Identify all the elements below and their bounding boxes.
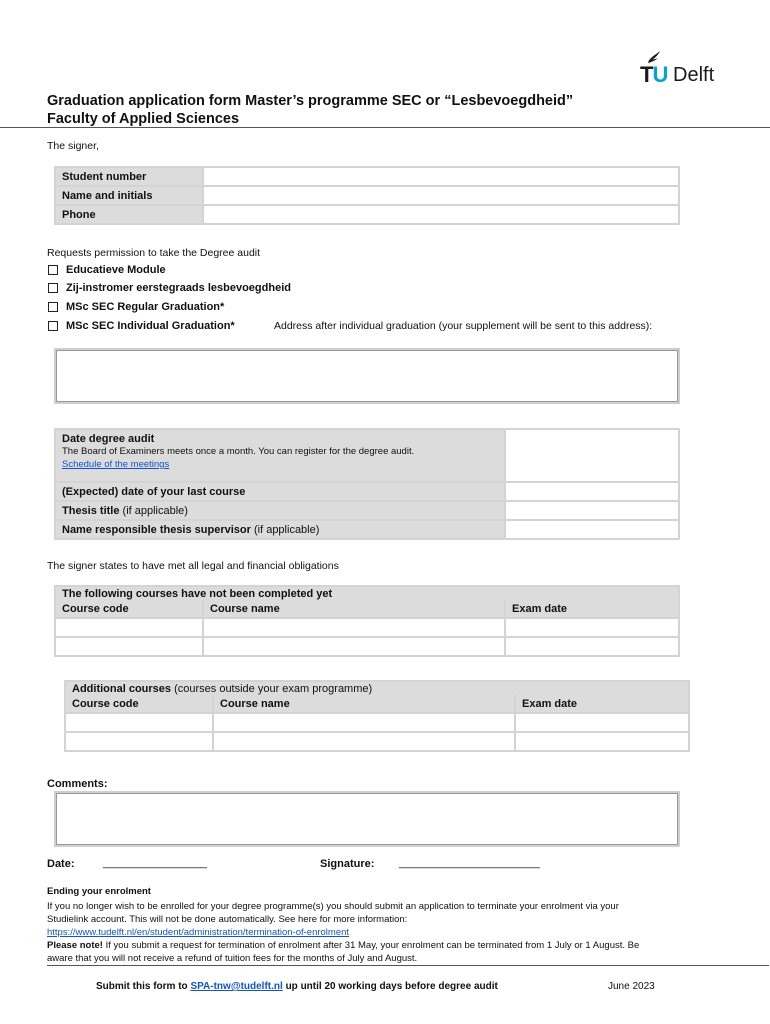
address-field[interactable] <box>54 348 680 404</box>
exam-date-cell[interactable] <box>505 618 679 637</box>
option-zij-instromer[interactable] <box>48 282 291 294</box>
name-initials-field[interactable] <box>203 186 679 205</box>
additional-title-text: Additional courses <box>72 682 172 695</box>
course-name-cell[interactable] <box>203 618 505 637</box>
courses-title: The following courses have not been completed yet <box>55 586 679 600</box>
table-header-row <box>55 600 679 618</box>
course-code-header: Course code <box>55 600 203 618</box>
student-table <box>54 166 680 225</box>
table-row <box>55 429 679 482</box>
table-row <box>55 618 679 637</box>
checkbox[interactable] <box>48 283 58 293</box>
address-note: Address after individual graduation (your supplement will be sent to this address): <box>274 320 653 332</box>
date-audit-label: Date degree audit <box>62 433 155 445</box>
course-name-cell[interactable] <box>203 637 505 656</box>
table-row <box>55 586 679 600</box>
exam-date-cell[interactable] <box>505 637 679 656</box>
supervisor-label <box>55 520 505 539</box>
additional-title <box>65 681 689 695</box>
course-code-cell[interactable] <box>65 732 213 751</box>
course-name-header: Course name <box>203 600 505 618</box>
obligations-text: The signer states to have met all legal and financial obligations <box>47 560 339 572</box>
ending-text-2: Studielink account. This will not be done automatically. See here for more information: <box>47 914 408 925</box>
submit-post: up until 20 working days before degree audit <box>282 981 498 992</box>
table-row <box>55 520 679 539</box>
ending-heading: Ending your enrolment <box>47 886 151 897</box>
additional-title-suffix: (courses outside your exam programme) <box>171 682 373 695</box>
email-link[interactable]: SPA-tnw@tudelft.nl <box>190 981 283 992</box>
date-audit-cell <box>55 429 505 482</box>
supervisor-field[interactable] <box>505 520 679 539</box>
note-bold: Please note! <box>47 940 103 951</box>
course-code-header: Course code <box>65 695 213 713</box>
name-initials-label: Name and initials <box>55 186 203 205</box>
phone-label: Phone <box>55 205 203 224</box>
course-code-cell[interactable] <box>55 618 203 637</box>
submit-instruction <box>96 981 498 992</box>
date-label: Date: <box>47 858 75 870</box>
course-code-cell[interactable] <box>55 637 203 656</box>
additional-courses-table <box>64 680 690 752</box>
option-individual-graduation[interactable] <box>48 320 235 332</box>
table-row <box>55 167 679 186</box>
date-audit-field[interactable] <box>505 429 679 482</box>
exam-date-header: Exam date <box>505 600 679 618</box>
signature-line[interactable]: _______________________ <box>399 857 540 869</box>
exam-date-cell[interactable] <box>515 713 689 732</box>
table-row <box>65 681 689 695</box>
label-text: (Expected) date of your last course <box>62 485 246 498</box>
requests-label: Requests permission to take the Degree audit <box>47 247 261 259</box>
checkbox[interactable] <box>48 302 58 312</box>
option-label: MSc SEC Individual Graduation* <box>66 320 235 332</box>
signer-label: The signer, <box>47 140 99 152</box>
date-audit-note: The Board of Examiners meets once a month. You can register for the degree audit. <box>62 446 415 457</box>
ending-enrolment-section <box>47 885 747 965</box>
audit-table <box>54 428 680 540</box>
page-title <box>47 92 747 128</box>
checkbox[interactable] <box>48 321 58 331</box>
last-course-field[interactable] <box>505 482 679 501</box>
comments-label: Comments: <box>47 778 108 790</box>
course-name-header: Course name <box>213 695 515 713</box>
exam-date-cell[interactable] <box>515 732 689 751</box>
student-number-label: Student number <box>55 167 203 186</box>
label-text: Name responsible thesis supervisor <box>62 523 251 536</box>
table-row <box>55 186 679 205</box>
table-header-row <box>65 695 689 713</box>
last-course-label <box>55 482 505 501</box>
title-line-1: Graduation application form Master’s programme SEC or “Lesbevoegdheid” <box>47 93 574 109</box>
courses-table <box>54 585 680 657</box>
label-text: Thesis title <box>62 504 120 517</box>
signature-label: Signature: <box>320 858 375 870</box>
label-suffix: (if applicable) <box>119 504 188 517</box>
exam-date-header: Exam date <box>515 695 689 713</box>
option-label: MSc SEC Regular Graduation* <box>66 301 225 313</box>
student-number-field[interactable] <box>203 167 679 186</box>
table-row <box>55 637 679 656</box>
course-code-cell[interactable] <box>65 713 213 732</box>
title-line-2: Faculty of Applied Sciences <box>47 111 240 127</box>
table-row <box>55 501 679 520</box>
option-label: Zij-instromer eerstegraads lesbevoegdheid <box>66 282 291 294</box>
ending-note-1 <box>47 939 747 952</box>
submit-pre: Submit this form to <box>96 981 191 992</box>
termination-link[interactable]: https://www.tudelft.nl/en/student/administration/termination-of-enrolment <box>47 927 350 938</box>
logo-delft: Delft <box>673 64 715 86</box>
schedule-link[interactable]: Schedule of the meetings <box>62 459 170 470</box>
date-line[interactable]: _________________ <box>103 857 208 869</box>
table-row <box>55 205 679 224</box>
table-row <box>65 713 689 732</box>
comments-field[interactable] <box>54 791 680 847</box>
option-regular-graduation[interactable] <box>48 301 224 313</box>
table-row <box>55 482 679 501</box>
option-label: Educatieve Module <box>66 264 166 276</box>
logo-tu: TU <box>640 62 668 87</box>
table-row <box>65 732 689 751</box>
footer-date: June 2023 <box>608 981 655 992</box>
course-name-cell[interactable] <box>213 713 515 732</box>
course-name-cell[interactable] <box>213 732 515 751</box>
ending-note-2: aware that you will not receive a refund of tuition fees for the months of July and August. <box>47 953 418 964</box>
note-text: If you submit a request for termination of enrolment after 31 May, your enrolment can be terminated from 1 July or 1 August. Be <box>102 940 640 951</box>
tu-delft-logo <box>640 50 732 87</box>
phone-field[interactable] <box>203 205 679 224</box>
option-educatieve-module[interactable] <box>48 264 166 276</box>
label-suffix: (if applicable) <box>250 523 320 536</box>
footer-divider <box>47 965 769 966</box>
thesis-title-label <box>55 501 505 520</box>
checkbox[interactable] <box>48 265 58 275</box>
thesis-title-field[interactable] <box>505 501 679 520</box>
title-divider <box>0 127 770 128</box>
ending-text-1: If you no longer wish to be enrolled for your degree programme(s) you should submit an application to terminate your enrolment via your <box>47 901 619 912</box>
